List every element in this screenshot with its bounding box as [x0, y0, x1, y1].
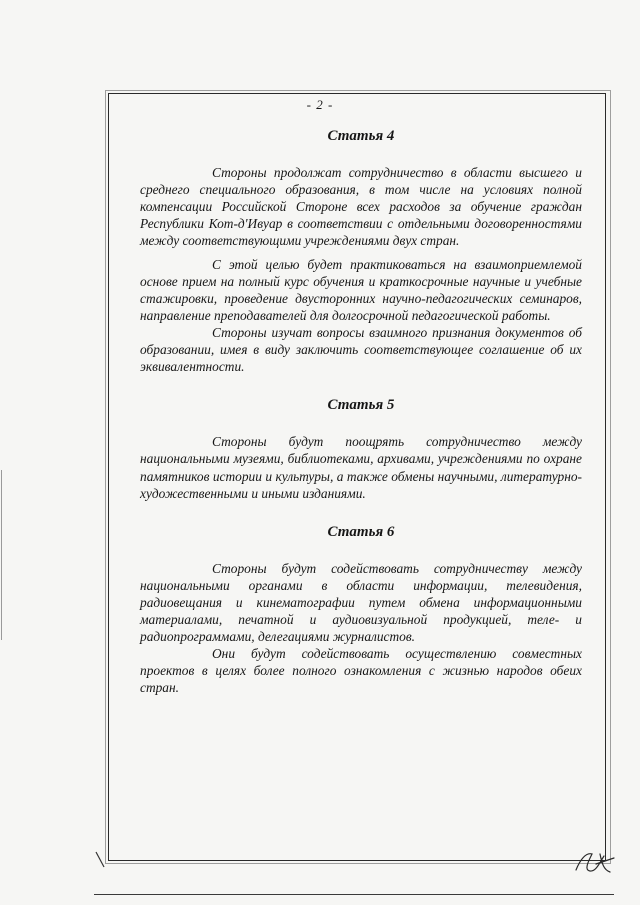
article-heading: Статья 4	[327, 128, 395, 144]
page-number: - 2 -	[306, 97, 334, 112]
bottom-rule	[94, 894, 614, 895]
article-heading: Статья 5	[327, 397, 395, 414]
article-paragraph: Стороны продолжат сотрудничество в области высшего и среднего специального образования, в том числе на условиях полной компенсации Российской Стороне всех расходов за обучение граждан Республики Кот-д'Ивуар в соответствии с отдельными договоренностями между соответствующими учреждениями двух стран.	[140, 165, 582, 249]
scan-artifact-line	[1, 470, 2, 640]
corner-mark	[94, 851, 108, 869]
article-paragraph: Стороны изучат вопросы взаимного признания документов об образовании, имея в виду заключить соответствующее соглашение об их эквивалентности.	[140, 324, 582, 375]
article-4	[140, 128, 582, 375]
article-paragraph: Они будут содействовать осуществлению совместных проектов в целях более полного ознакомления с жизнью народов обеих стран.	[140, 646, 582, 696]
article-5	[140, 397, 582, 501]
article-paragraph: Стороны будут содействовать сотрудничеству между национальными органами в области информации, телевидения, радиовещания и кинематографии путем обмена информационными материалами, печатной и аудиовизуальной продукцией, теле- и радиопрограммами, делегациями журналистов.	[140, 560, 582, 645]
initials-signature	[570, 840, 620, 880]
document-body	[140, 128, 582, 719]
article-paragraph: Стороны будут поощрять сотрудничество между национальными музеями, библиотеками, архивами, учреждениями по охране памятников истории и культуры, а также обмены научными, литературно-художественными и иными изданиями.	[140, 434, 582, 501]
article-heading: Статья 6	[327, 523, 395, 540]
article-paragraph: С этой целью будет практиковаться на взаимоприемлемой основе прием на полный курс обучения и краткосрочные научные и учебные стажировки, проведение двусторонних научно-педагогических семинаров, направление преподавателей для долгосрочной педагогической работы.	[140, 256, 582, 323]
article-6	[140, 524, 582, 697]
